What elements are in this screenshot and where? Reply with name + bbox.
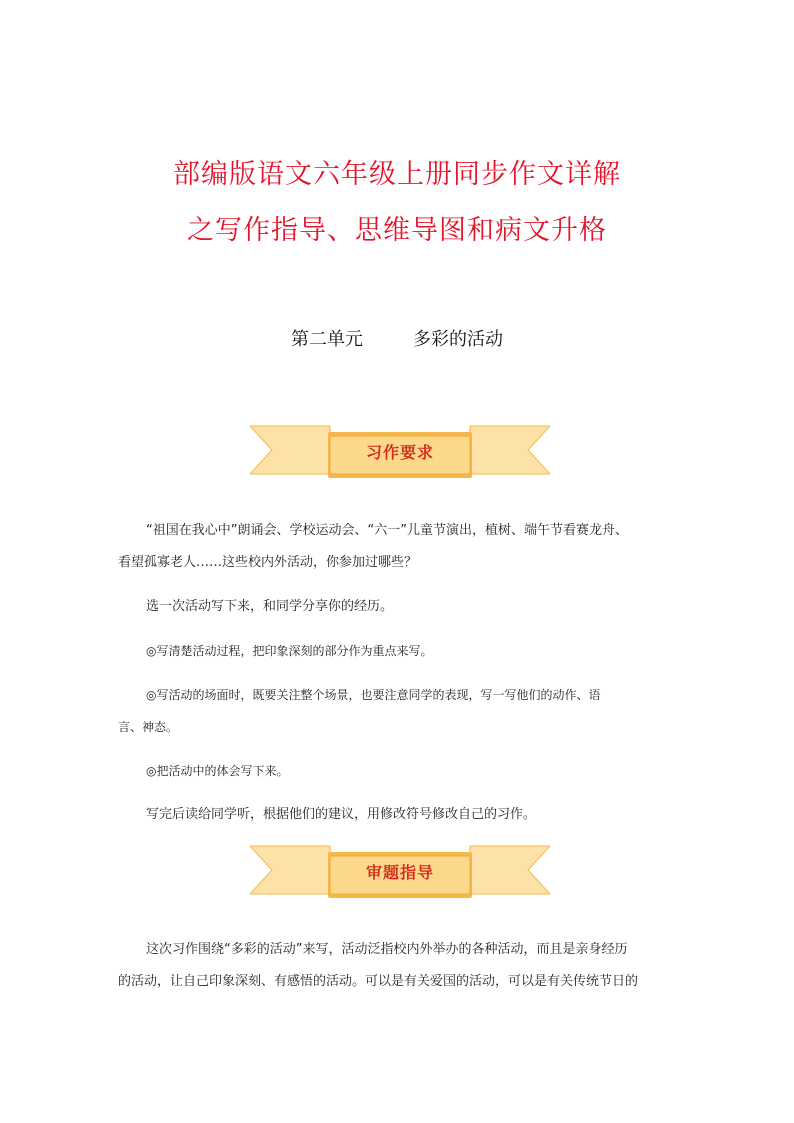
unit-name: 多彩的活动 — [413, 329, 503, 350]
paragraph-line: 的活动，让自己印象深刻、有感悟的活动。可以是有关爱国的活动，可以是有关传统节日的 — [118, 974, 639, 989]
requirement-item: ◎写清楚活动过程，把印象深刻的部分作为重点来写。 — [146, 644, 433, 658]
requirement-item: 言、神态。 — [118, 720, 179, 734]
document-title-line-2: 之写作指导、思维导图和病文升格 — [187, 215, 607, 246]
banner-label: 审题指导 — [365, 863, 434, 882]
document-title-line-1: 部编版语文六年级上册同步作文详解 — [173, 159, 621, 190]
paragraph-line: 看望孤寡老人……这些校内外活动，你参加过哪些？ — [118, 555, 418, 570]
banner-topic-guidance — [250, 838, 550, 910]
requirement-item: ◎把活动中的体会写下来。 — [146, 764, 289, 778]
paragraph-line: “祖国在我心中”朗诵会、学校运动会、“六一”儿童节演出，植树、端午节看赛龙舟、 — [146, 523, 628, 538]
unit-number: 第二单元 — [291, 329, 363, 350]
unit-heading — [0, 325, 794, 351]
paragraph-line: 这次习作围绕“多彩的活动”来写，活动泛指校内外举办的各种活动，而且是亲身经历 — [146, 942, 628, 957]
paragraph-line: 写完后读给同学听，根据他们的建议，用修改符号修改自己的习作。 — [146, 807, 537, 822]
paragraph-line: 选一次活动写下来，和同学分享你的经历。 — [146, 599, 394, 614]
requirement-item: ◎写活动的场面时，既要关注整个场景，也要注意同学的表现，写一写他们的动作、语 — [146, 688, 601, 702]
banner-writing-requirements — [250, 418, 550, 490]
banner-label: 习作要求 — [365, 443, 434, 462]
